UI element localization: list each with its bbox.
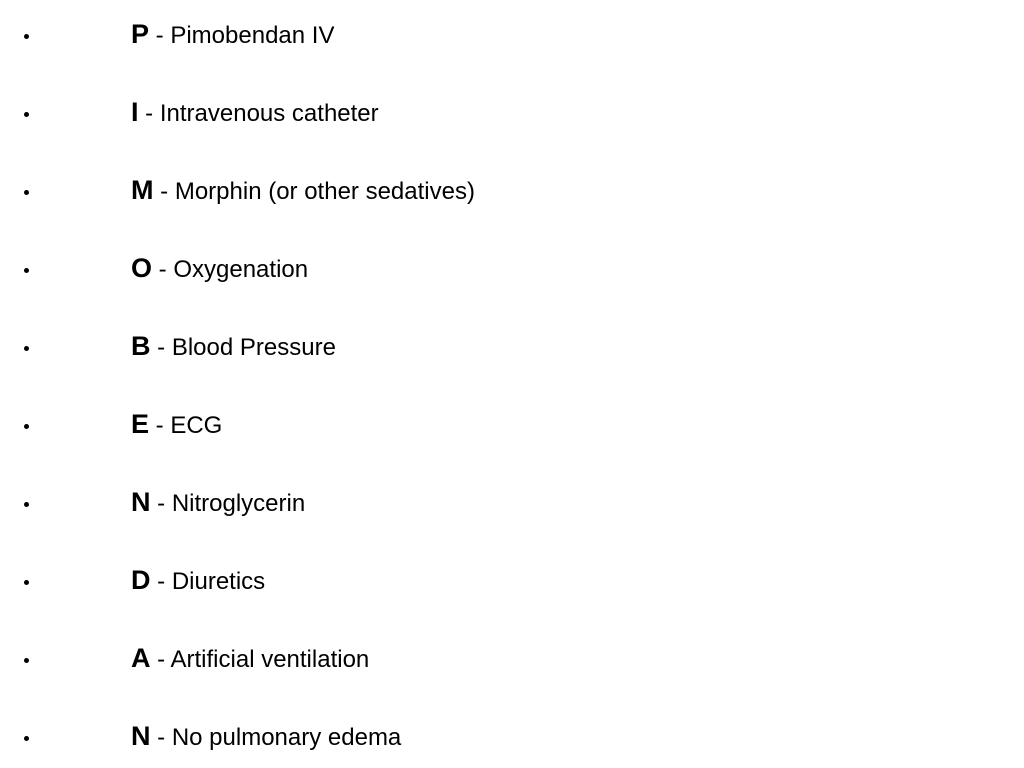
list-item-oxygenation (0, 249, 1024, 289)
bullet-icon (24, 502, 29, 507)
bullet-icon (24, 190, 29, 195)
item-description: Artificial ventilation (170, 646, 370, 673)
item-text (131, 721, 401, 753)
item-description: Pimobendan IV (170, 22, 335, 49)
item-text (131, 409, 222, 441)
item-separator: - (149, 22, 171, 49)
item-separator: - (149, 412, 171, 439)
item-description: Nitroglycerin (171, 490, 306, 517)
item-letter: E (131, 409, 150, 439)
bullet-icon (24, 112, 29, 117)
item-text (131, 175, 475, 207)
item-separator: - (150, 724, 172, 751)
item-letter: O (131, 253, 153, 283)
item-separator: - (150, 490, 172, 517)
item-letter: N (131, 721, 151, 751)
item-letter: M (131, 175, 154, 205)
item-separator: - (150, 646, 171, 673)
item-description: ECG (170, 412, 223, 439)
list-item-morphin (0, 171, 1024, 211)
item-description: No pulmonary edema (171, 724, 402, 751)
item-text (131, 97, 379, 129)
item-separator: - (138, 100, 160, 127)
item-description: Morphin (or other sedatives) (174, 178, 475, 205)
bullet-icon (24, 424, 29, 429)
bullet-icon (24, 346, 29, 351)
item-letter: B (131, 331, 151, 361)
bullet-icon (24, 580, 29, 585)
bullet-icon (24, 268, 29, 273)
list-item-nitroglycerin (0, 483, 1024, 523)
item-text (131, 565, 265, 597)
item-description: Blood Pressure (171, 334, 336, 361)
item-separator: - (150, 568, 172, 595)
item-letter: D (131, 565, 151, 595)
item-text (131, 643, 369, 675)
list-item-intravenous (0, 93, 1024, 133)
list-item-artificial-ventilation (0, 639, 1024, 679)
list-item-blood-pressure (0, 327, 1024, 367)
item-text (131, 487, 305, 519)
item-separator: - (150, 334, 172, 361)
item-description: Oxygenation (173, 256, 309, 283)
bullet-icon (24, 658, 29, 663)
item-letter: I (131, 97, 139, 127)
item-text (131, 253, 308, 285)
item-letter: N (131, 487, 151, 517)
item-letter: P (131, 19, 150, 49)
item-separator: - (153, 178, 175, 205)
list-item-diuretics (0, 561, 1024, 601)
list-item-ecg (0, 405, 1024, 445)
item-text (131, 19, 334, 51)
item-letter: A (131, 643, 151, 673)
bullet-icon (24, 736, 29, 741)
item-description: Diuretics (171, 568, 266, 595)
list-item-pimobendan (0, 15, 1024, 55)
bullet-icon (24, 34, 29, 39)
item-text (131, 331, 336, 363)
list-item-no-pulmonary-edema (0, 717, 1024, 757)
item-description: Intravenous catheter (159, 100, 379, 127)
item-separator: - (152, 256, 174, 283)
